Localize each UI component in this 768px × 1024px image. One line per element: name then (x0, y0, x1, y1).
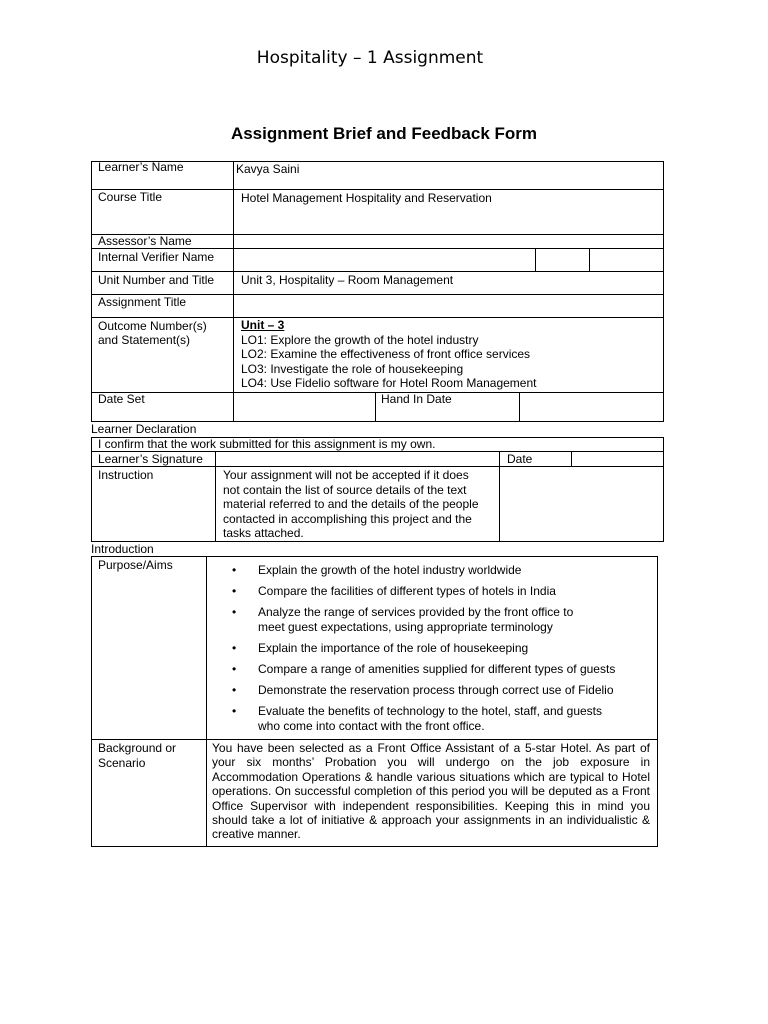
list-item: • Explain the growth of the hotel industry worldwide (232, 563, 522, 577)
page-title: Hospitality – 1 Assignment (256, 48, 484, 68)
outcome-label-line2: and Statement(s) (98, 333, 191, 347)
learner-declaration-heading: Learner Declaration (91, 422, 197, 436)
internal-verifier-label: Internal Verifier Name (98, 250, 215, 264)
instruction-line: not contain the list of source details of the text (223, 483, 467, 497)
list-item: • Demonstrate the reservation process through correct use of Fidelio (232, 683, 614, 697)
bullet-icon: • (232, 584, 237, 598)
instruction-label: Instruction (98, 468, 154, 482)
bullet-icon: • (232, 704, 237, 718)
instruction-line: tasks attached. (223, 526, 304, 540)
unit-label: Unit Number and Title (98, 273, 215, 287)
assessor-name-label: Assessor’s Name (98, 234, 192, 248)
list-item: • Explain the importance of the role of housekeeping (232, 641, 529, 655)
assignment-title-label: Assignment Title (98, 295, 187, 309)
introduction-heading: Introduction (91, 542, 154, 556)
learner-signature-label: Learner’s Signature (98, 452, 203, 466)
background-label-line2: Scenario (98, 756, 146, 770)
declaration-statement: I confirm that the work submitted for this assignment is my own. (98, 437, 436, 451)
purpose-aims-label: Purpose/Aims (98, 558, 173, 572)
outcome-item: LO1: Explore the growth of the hotel industry (241, 333, 479, 347)
list-item: • Analyze the range of services provided by the front office to meet guest expectations, using appropriate terminology (232, 605, 574, 634)
date-label: Date (507, 452, 533, 466)
list-item: • Compare the facilities of different types of hotels in India (232, 584, 556, 598)
learner-name-label: Learner’s Name (98, 160, 184, 174)
bullet-icon: • (232, 563, 237, 577)
instruction-line: Your assignment will not be accepted if it does (223, 468, 469, 482)
outcome-item: LO2: Examine the effectiveness of front office services (241, 347, 531, 361)
list-item: • Compare a range of amenities supplied for different types of guests (232, 662, 616, 676)
list-item: • Evaluate the benefits of technology to the hotel, staff, and guests who come into contact with the front office. (232, 704, 603, 733)
bullet-icon: • (232, 641, 237, 655)
course-title-value: Hotel Management Hospitality and Reservation (241, 191, 492, 205)
background-scenario-text: You have been selected as a Front Office Assistant of a 5-star Hotel. As part of your six months’ Probation you will undergo on the job exposure in Accommodation Operations & handle various situations which are typical to Hotel operations. On successful completion of this period you will be deputed as a Front Office Supervisor with independent responsibilities. Keeping this in mind you should take a lot of initiative & approach your assignments in an individualistic & creative manner. (212, 741, 650, 842)
bullet-icon: • (232, 662, 237, 676)
outcome-label-line1: Outcome Number(s) (98, 319, 207, 333)
unit-value: Unit 3, Hospitality – Room Management (241, 273, 454, 287)
bullet-icon: • (232, 683, 237, 697)
date-set-label: Date Set (98, 392, 145, 406)
outcome-item: LO4: Use Fidelio software for Hotel Room Management (241, 376, 537, 390)
bullet-icon: • (232, 605, 237, 619)
aims-list (232, 563, 615, 740)
instruction-line: material referred to and the details of the people (223, 497, 479, 511)
hand-in-date-label: Hand In Date (381, 392, 452, 406)
learner-name-value: Kavya Saini (236, 162, 300, 176)
course-title-label: Course Title (98, 190, 163, 204)
outcome-item: LO3: Investigate the role of housekeeping (241, 362, 464, 376)
background-label-line1: Background or (98, 741, 177, 755)
outcome-heading: Unit – 3 (241, 318, 285, 332)
instruction-line: contacted in accomplishing this project and the (223, 512, 472, 526)
form-title: Assignment Brief and Feedback Form (230, 124, 538, 143)
